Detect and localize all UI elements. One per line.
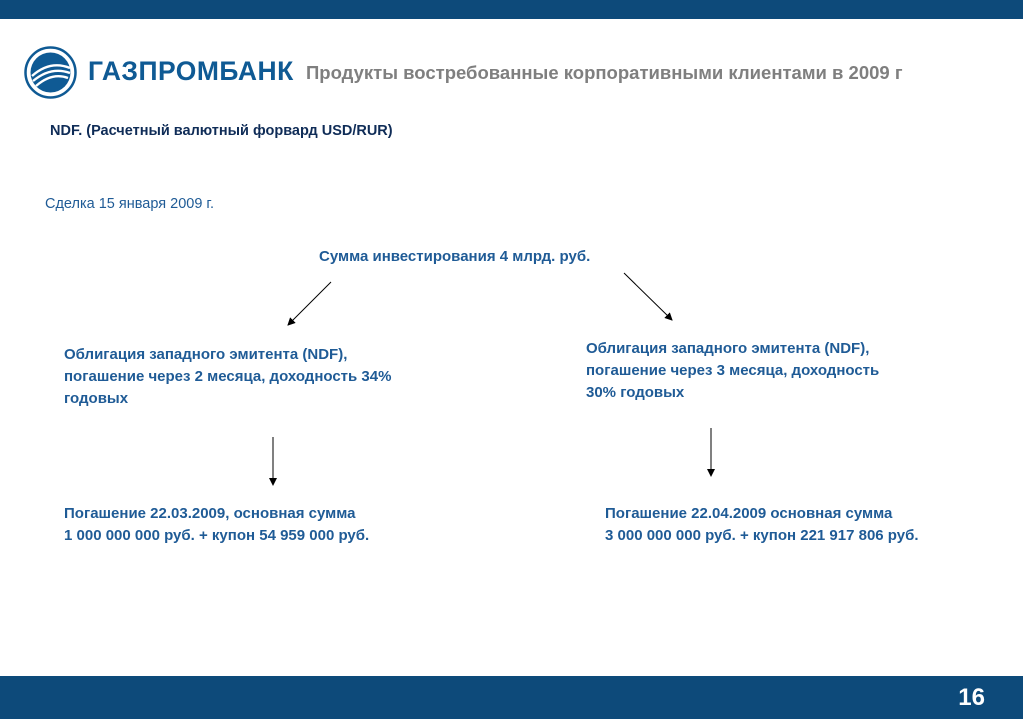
page-title: Продукты востребованные корпоративными клиентами в 2009 г bbox=[306, 62, 903, 83]
page-number: 16 bbox=[958, 684, 985, 711]
investment-amount: Сумма инвестирования 4 млрд. руб. bbox=[319, 248, 591, 265]
right-bond-line: Облигация западного эмитента (NDF), bbox=[586, 340, 870, 357]
top-bar bbox=[0, 0, 1023, 19]
product-subtitle: NDF. (Расчетный валютный форвард USD/RUR) bbox=[50, 123, 393, 139]
gazprombank-logo-icon bbox=[24, 46, 77, 99]
right-bond-line: погашение через 3 месяца, доходность bbox=[586, 362, 880, 379]
right-bond-line: 30% годовых bbox=[586, 384, 685, 401]
left-bond-description bbox=[64, 344, 391, 410]
left-repayment-line: 1 000 000 000 руб. + купон 54 959 000 руб. bbox=[64, 527, 370, 544]
right-bond-description bbox=[586, 338, 879, 404]
arrow-to-left-bond bbox=[288, 282, 331, 325]
arrow-to-right-bond bbox=[624, 273, 672, 320]
right-repayment-line: 3 000 000 000 руб. + купон 221 917 806 руб. bbox=[605, 527, 919, 544]
deal-date: Сделка 15 января 2009 г. bbox=[45, 196, 214, 212]
brand-name: ГАЗПРОМБАНК bbox=[88, 56, 294, 86]
left-bond-line: Облигация западного эмитента (NDF), bbox=[64, 346, 348, 363]
left-repayment bbox=[64, 503, 369, 547]
left-repayment-line: Погашение 22.03.2009, основная сумма bbox=[64, 505, 356, 522]
right-repayment-line: Погашение 22.04.2009 основная сумма bbox=[605, 505, 893, 522]
left-bond-line: годовых bbox=[64, 390, 129, 407]
right-repayment bbox=[605, 503, 919, 547]
left-bond-line: погашение через 2 месяца, доходность 34% bbox=[64, 368, 392, 385]
footer-bar bbox=[0, 676, 1023, 719]
